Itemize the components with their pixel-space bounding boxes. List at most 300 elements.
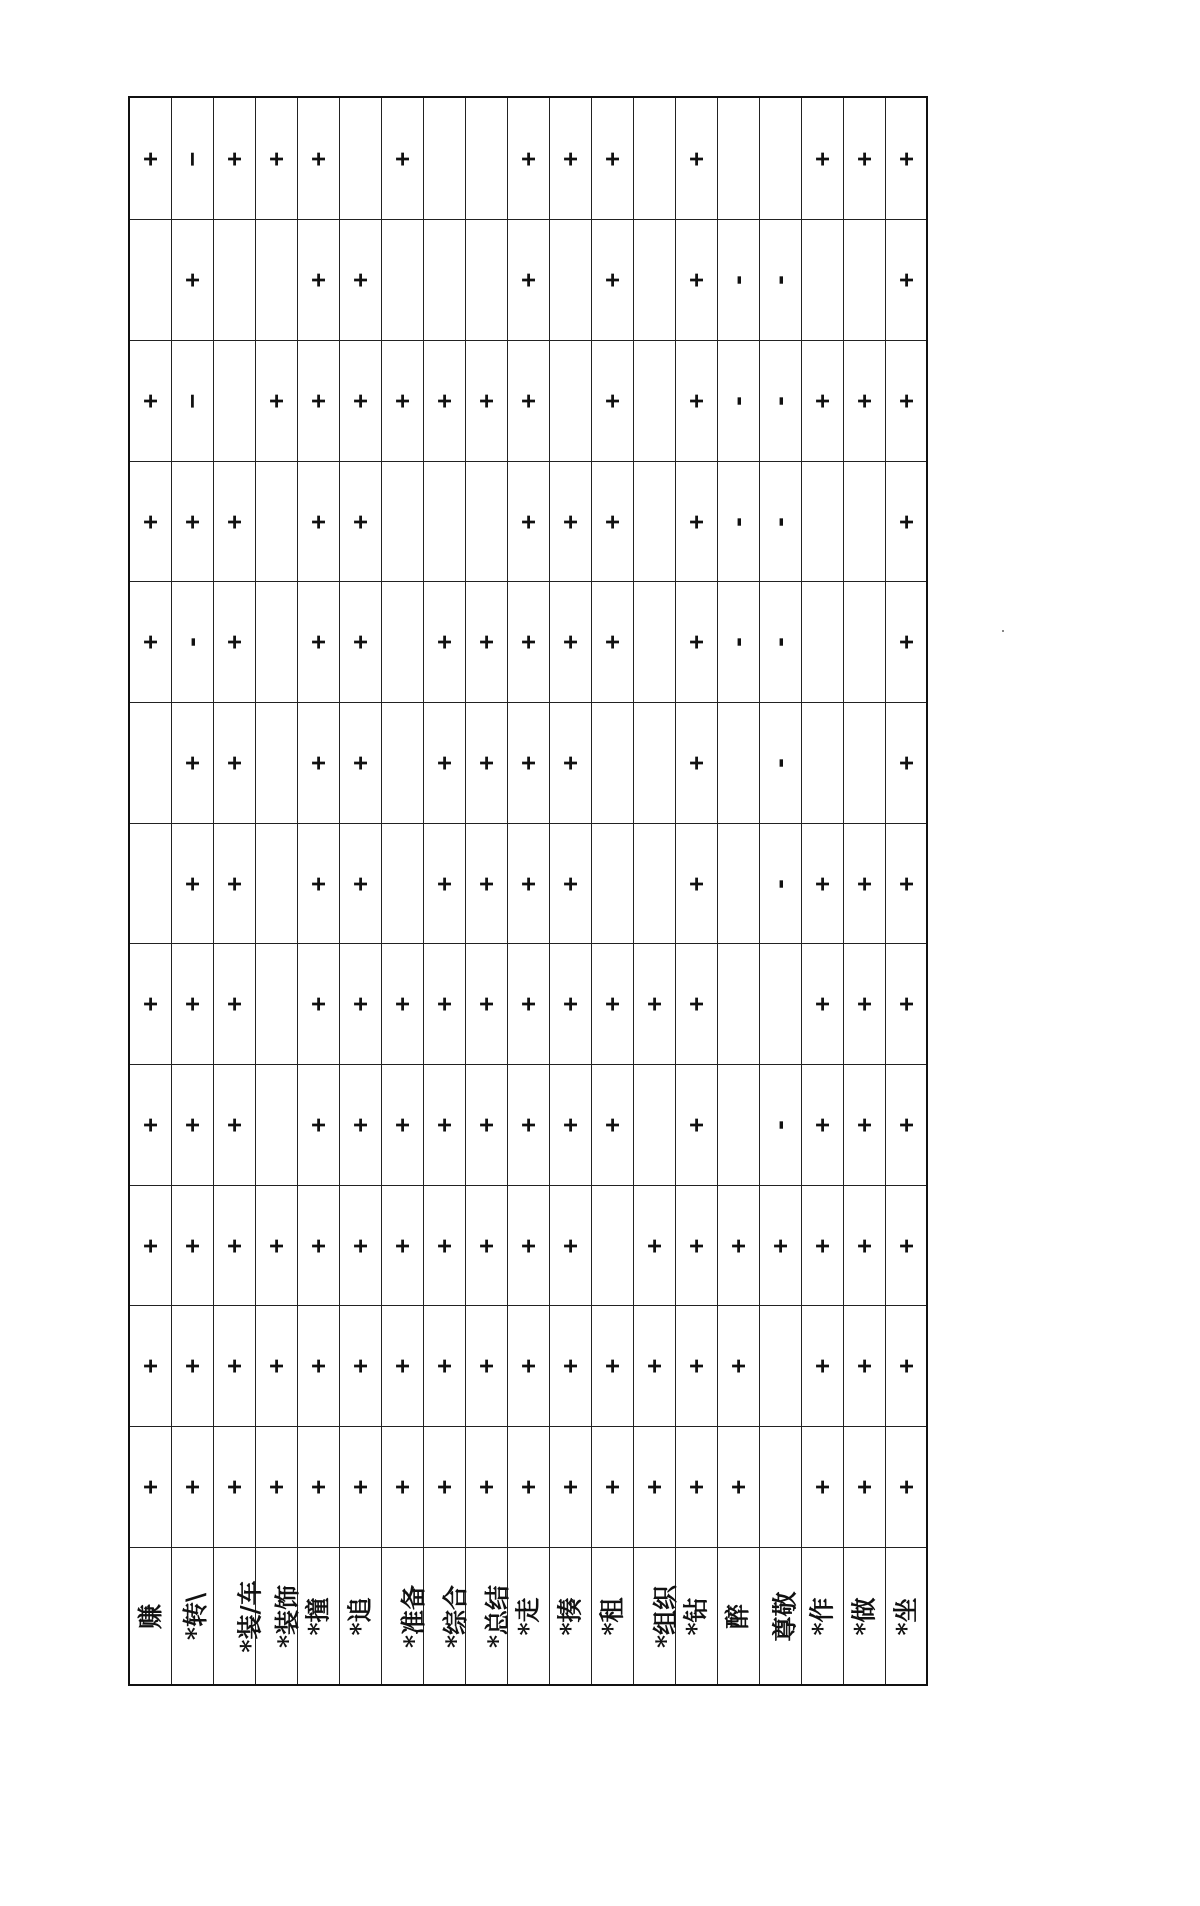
cell-mark: + <box>303 997 332 1012</box>
matrix-cell <box>675 1185 717 1306</box>
matrix-cell <box>843 703 885 824</box>
matrix-cell <box>255 823 297 944</box>
cell-mark: + <box>849 997 878 1012</box>
column-header <box>717 1548 759 1686</box>
cell-mark: + <box>891 151 920 166</box>
matrix-cell <box>507 97 549 220</box>
column-header <box>675 1548 717 1686</box>
cell-mark: + <box>261 1359 290 1374</box>
cell-mark: + <box>555 876 584 891</box>
matrix-cell <box>759 220 801 341</box>
matrix-cell <box>885 1427 927 1548</box>
column-header <box>507 1548 549 1686</box>
table-row <box>129 220 927 341</box>
cell-mark: + <box>597 393 626 409</box>
cell-mark: - <box>723 514 752 529</box>
matrix-cell <box>507 1065 549 1186</box>
cell-mark: + <box>513 1359 542 1374</box>
cell-mark: + <box>261 1479 290 1495</box>
cell-mark: + <box>555 1238 584 1253</box>
matrix-cell <box>549 582 591 703</box>
matrix-cell <box>213 1185 255 1306</box>
cell-mark: + <box>429 634 458 650</box>
matrix-cell <box>339 340 381 461</box>
cell-mark: + <box>639 1238 668 1253</box>
matrix-cell <box>129 461 171 582</box>
matrix-cell <box>255 220 297 341</box>
cell-mark: + <box>765 1238 794 1253</box>
matrix-cell <box>381 461 423 582</box>
matrix-cell <box>717 944 759 1065</box>
cell-mark: + <box>639 1479 668 1495</box>
cell-mark: + <box>345 1238 374 1253</box>
matrix-cell <box>171 582 213 703</box>
matrix-cell <box>297 823 339 944</box>
cell-mark: − <box>177 151 206 166</box>
matrix-cell <box>129 703 171 824</box>
column-header-label: *准备 <box>398 1584 428 1648</box>
cell-mark: − <box>177 393 206 409</box>
cell-mark: + <box>849 151 878 166</box>
cell-mark: + <box>303 1359 332 1374</box>
cell-mark: + <box>219 634 248 650</box>
matrix-cell <box>297 340 339 461</box>
matrix-cell <box>759 1306 801 1427</box>
matrix-cell <box>675 823 717 944</box>
matrix-cell <box>465 1427 507 1548</box>
matrix-cell <box>213 220 255 341</box>
matrix-cell <box>381 823 423 944</box>
matrix-cell <box>423 703 465 824</box>
matrix-cell <box>465 97 507 220</box>
matrix-cell <box>759 1427 801 1548</box>
cell-mark: + <box>177 1238 206 1253</box>
matrix-cell <box>717 97 759 220</box>
matrix-cell <box>885 1306 927 1427</box>
matrix-cell <box>717 1185 759 1306</box>
cell-mark: + <box>177 1117 206 1133</box>
column-header-label: *装/车 <box>235 1579 265 1653</box>
column-header-label: *走 <box>513 1596 543 1636</box>
matrix-cell <box>843 461 885 582</box>
cell-mark: + <box>303 1117 332 1133</box>
cell-mark: + <box>849 876 878 891</box>
matrix-cell <box>255 1306 297 1427</box>
matrix-cell <box>423 1065 465 1186</box>
cell-mark: + <box>849 1479 878 1495</box>
header-row <box>129 1548 927 1686</box>
matrix-cell <box>801 703 843 824</box>
cell-mark: - <box>723 393 752 409</box>
matrix-cell <box>339 1185 381 1306</box>
column-header-label: *做 <box>849 1596 879 1636</box>
table-row <box>129 340 927 461</box>
cell-mark: + <box>555 1359 584 1374</box>
table-row <box>129 1185 927 1306</box>
matrix-cell <box>591 340 633 461</box>
column-header <box>885 1548 927 1686</box>
cell-mark: + <box>177 514 206 529</box>
matrix-cell <box>717 1427 759 1548</box>
cell-mark: + <box>555 514 584 529</box>
cell-mark: + <box>807 997 836 1012</box>
cell-mark: + <box>303 755 332 771</box>
matrix-cell <box>633 1427 675 1548</box>
cell-mark: + <box>471 634 500 650</box>
column-header-label: *租 <box>597 1596 627 1636</box>
matrix-cell <box>423 1185 465 1306</box>
matrix-cell <box>507 1306 549 1427</box>
column-header-label: 尊敬 <box>770 1590 800 1642</box>
column-header <box>339 1548 381 1686</box>
matrix-cell <box>339 1065 381 1186</box>
cell-mark: + <box>219 876 248 891</box>
column-header-label: *坐 <box>891 1596 921 1636</box>
matrix-cell <box>549 97 591 220</box>
matrix-cell <box>675 703 717 824</box>
matrix-cell <box>843 1427 885 1548</box>
cell-mark: + <box>849 393 878 409</box>
cell-mark: + <box>513 1238 542 1253</box>
matrix-cell <box>885 340 927 461</box>
matrix-cell <box>255 1185 297 1306</box>
cell-mark: + <box>136 634 165 650</box>
matrix-cell <box>591 944 633 1065</box>
matrix-cell <box>129 1306 171 1427</box>
cell-mark: + <box>136 151 165 166</box>
matrix-cell <box>423 823 465 944</box>
matrix-cell <box>675 582 717 703</box>
cell-mark: + <box>177 876 206 891</box>
matrix-cell <box>549 1306 591 1427</box>
matrix-cell <box>423 582 465 703</box>
matrix-cell <box>801 220 843 341</box>
matrix-cell <box>885 1065 927 1186</box>
cell-mark: + <box>303 393 332 409</box>
matrix-cell <box>339 823 381 944</box>
cell-mark: + <box>303 272 332 288</box>
matrix-cell <box>591 703 633 824</box>
matrix-cell <box>507 340 549 461</box>
cell-mark: + <box>429 997 458 1012</box>
cell-mark: + <box>723 1238 752 1253</box>
column-header-label: 赚 <box>135 1603 165 1629</box>
matrix-cell <box>423 1306 465 1427</box>
cell-mark: + <box>261 151 290 166</box>
matrix-cell <box>381 1065 423 1186</box>
matrix-cell <box>297 1065 339 1186</box>
cell-mark: + <box>471 876 500 891</box>
matrix-cell <box>423 944 465 1065</box>
table-row <box>129 1306 927 1427</box>
matrix-cell <box>549 1185 591 1306</box>
column-header <box>129 1548 171 1686</box>
cell-mark: + <box>471 997 500 1012</box>
cell-mark: + <box>597 997 626 1012</box>
matrix-cell <box>465 461 507 582</box>
matrix-cell <box>339 1306 381 1427</box>
column-header-label: *组织 <box>650 1584 680 1648</box>
matrix-cell <box>213 823 255 944</box>
matrix-cell <box>171 1185 213 1306</box>
column-header-label: *装饰 <box>272 1584 302 1648</box>
column-header-label: *追 <box>345 1596 375 1636</box>
matrix-cell <box>591 1427 633 1548</box>
matrix-cell <box>843 1306 885 1427</box>
cell-mark: + <box>429 876 458 891</box>
cell-mark: + <box>429 1359 458 1374</box>
cell-mark: + <box>345 876 374 891</box>
matrix-cell <box>591 1306 633 1427</box>
matrix-cell <box>885 823 927 944</box>
matrix-cell <box>339 461 381 582</box>
cell-mark: + <box>891 755 920 771</box>
matrix-cell <box>171 97 213 220</box>
cell-mark: + <box>555 997 584 1012</box>
matrix-cell <box>717 220 759 341</box>
column-header <box>591 1548 633 1686</box>
matrix-cell <box>759 97 801 220</box>
cell-mark: + <box>219 997 248 1012</box>
cell-mark: + <box>681 997 710 1012</box>
matrix-cell <box>759 1065 801 1186</box>
cell-mark: + <box>345 272 374 288</box>
matrix-cell <box>843 582 885 703</box>
cell-mark: + <box>219 1238 248 1253</box>
cell-mark: + <box>345 997 374 1012</box>
column-header <box>297 1548 339 1686</box>
matrix-cell <box>339 703 381 824</box>
matrix-cell <box>255 340 297 461</box>
cell-mark: + <box>891 876 920 891</box>
cell-mark: + <box>136 997 165 1012</box>
matrix-cell <box>759 703 801 824</box>
cell-mark: + <box>597 1479 626 1495</box>
matrix-cell <box>171 703 213 824</box>
column-header-label: 醉 <box>723 1603 753 1629</box>
matrix-cell <box>129 340 171 461</box>
matrix-cell <box>675 1065 717 1186</box>
cell-mark: + <box>681 755 710 771</box>
matrix-cell <box>885 97 927 220</box>
cell-mark: + <box>219 1359 248 1374</box>
matrix-cell <box>717 823 759 944</box>
matrix-cell <box>759 1185 801 1306</box>
cell-mark: + <box>513 514 542 529</box>
matrix-cell <box>465 703 507 824</box>
matrix-cell <box>213 97 255 220</box>
matrix-cell <box>549 703 591 824</box>
matrix-cell <box>885 944 927 1065</box>
cell-mark: + <box>513 876 542 891</box>
matrix-cell <box>297 703 339 824</box>
matrix-cell <box>843 340 885 461</box>
matrix-cell <box>549 823 591 944</box>
cell-mark: + <box>681 393 710 409</box>
matrix-cell <box>129 1185 171 1306</box>
matrix-cell <box>255 97 297 220</box>
cell-mark: + <box>513 393 542 409</box>
matrix-cell <box>549 461 591 582</box>
matrix-cell <box>129 944 171 1065</box>
cell-mark: + <box>513 1117 542 1133</box>
matrix-cell <box>507 823 549 944</box>
matrix-cell <box>843 1065 885 1186</box>
matrix-cell <box>801 1427 843 1548</box>
cell-mark: + <box>891 393 920 409</box>
cell-mark: + <box>681 151 710 166</box>
matrix-cell <box>129 582 171 703</box>
matrix-cell <box>591 220 633 341</box>
matrix-cell <box>381 97 423 220</box>
table-row <box>129 582 927 703</box>
matrix-cell <box>759 340 801 461</box>
matrix-cell <box>549 340 591 461</box>
matrix-cell <box>507 1427 549 1548</box>
cell-mark: + <box>219 1479 248 1495</box>
matrix-cell <box>381 1427 423 1548</box>
cell-mark: + <box>136 1359 165 1374</box>
matrix-cell <box>465 582 507 703</box>
cell-mark: - <box>723 634 752 650</box>
cell-mark: + <box>261 393 290 409</box>
cell-mark: + <box>555 755 584 771</box>
table-row <box>129 1427 927 1548</box>
matrix-cell <box>801 823 843 944</box>
matrix-cell <box>255 703 297 824</box>
cell-mark: + <box>597 1359 626 1374</box>
matrix-cell <box>717 1306 759 1427</box>
cell-mark: + <box>681 272 710 288</box>
matrix-cell <box>171 1065 213 1186</box>
matrix-cell <box>255 944 297 1065</box>
matrix-cell <box>591 582 633 703</box>
cell-mark: + <box>849 1117 878 1133</box>
cell-mark: + <box>513 272 542 288</box>
cell-mark: + <box>723 1479 752 1495</box>
matrix-cell <box>549 1427 591 1548</box>
matrix-cell <box>717 1065 759 1186</box>
matrix-cell <box>885 1185 927 1306</box>
cell-mark: + <box>177 997 206 1012</box>
matrix-cell <box>633 1065 675 1186</box>
cell-mark: + <box>345 755 374 771</box>
matrix-cell <box>759 944 801 1065</box>
table-row <box>129 944 927 1065</box>
matrix-cell <box>297 1306 339 1427</box>
cell-mark: + <box>681 876 710 891</box>
matrix-cell <box>129 220 171 341</box>
matrix-cell <box>801 97 843 220</box>
matrix-cell <box>507 461 549 582</box>
matrix-cell <box>171 1427 213 1548</box>
cell-mark: + <box>345 1359 374 1374</box>
cell-mark: + <box>891 634 920 650</box>
cell-mark: + <box>219 1117 248 1133</box>
cell-mark: + <box>891 1117 920 1133</box>
matrix-cell <box>129 1427 171 1548</box>
matrix-cell <box>171 1306 213 1427</box>
matrix-cell <box>633 461 675 582</box>
matrix-cell <box>171 944 213 1065</box>
matrix-cell <box>801 1185 843 1306</box>
cell-mark: + <box>387 1359 416 1374</box>
matrix-cell <box>255 1065 297 1186</box>
matrix-cell <box>213 1065 255 1186</box>
cell-mark: + <box>639 1359 668 1374</box>
cell-mark: + <box>136 514 165 529</box>
matrix-cell <box>213 1306 255 1427</box>
cell-mark: + <box>471 755 500 771</box>
cell-mark: + <box>136 393 165 409</box>
column-header <box>633 1548 680 1686</box>
matrix-cell <box>633 823 675 944</box>
matrix-cell <box>465 1185 507 1306</box>
matrix-cell <box>675 944 717 1065</box>
cell-mark: + <box>597 151 626 166</box>
matrix-cell <box>717 340 759 461</box>
cell-mark: + <box>597 272 626 288</box>
cell-mark: + <box>303 634 332 650</box>
matrix-cell <box>423 1427 465 1548</box>
matrix-cell <box>717 582 759 703</box>
cell-mark: + <box>345 393 374 409</box>
cell-mark: + <box>891 1359 920 1374</box>
matrix-cell <box>465 1065 507 1186</box>
cell-mark: + <box>261 1238 290 1253</box>
matrix-cell <box>507 1185 549 1306</box>
matrix-cell <box>381 582 423 703</box>
column-header <box>465 1548 512 1686</box>
matrix-cell <box>129 1065 171 1186</box>
matrix-cell <box>675 1306 717 1427</box>
matrix-cell <box>801 1306 843 1427</box>
matrix-cell <box>423 461 465 582</box>
matrix-cell <box>633 1306 675 1427</box>
cell-mark: + <box>345 634 374 650</box>
cell-mark: + <box>471 1479 500 1495</box>
matrix-cell <box>507 703 549 824</box>
cell-mark: + <box>429 1117 458 1133</box>
matrix-cell <box>423 97 465 220</box>
matrix-cell <box>339 582 381 703</box>
cell-mark: + <box>345 1479 374 1495</box>
matrix-cell <box>297 97 339 220</box>
matrix-cell <box>381 1306 423 1427</box>
matrix-cell <box>507 582 549 703</box>
cell-mark: + <box>513 755 542 771</box>
matrix-cell <box>213 461 255 582</box>
cell-mark: + <box>387 1117 416 1133</box>
cell-mark: + <box>387 1238 416 1253</box>
column-header-label: *揍 <box>555 1596 585 1636</box>
cell-mark: + <box>597 514 626 529</box>
cell-mark: + <box>891 997 920 1012</box>
matrix-cell <box>717 703 759 824</box>
matrix-cell <box>381 944 423 1065</box>
cell-mark: - <box>765 1117 794 1133</box>
table-row <box>129 461 927 582</box>
matrix-cell <box>255 1427 297 1548</box>
table-row <box>129 823 927 944</box>
matrix-cell <box>297 1185 339 1306</box>
matrix-cell <box>465 1306 507 1427</box>
cell-mark: + <box>639 997 668 1012</box>
cell-mark: + <box>807 393 836 409</box>
matrix-cell <box>423 340 465 461</box>
cell-mark: + <box>807 1117 836 1133</box>
stray-mark <box>1002 630 1004 632</box>
